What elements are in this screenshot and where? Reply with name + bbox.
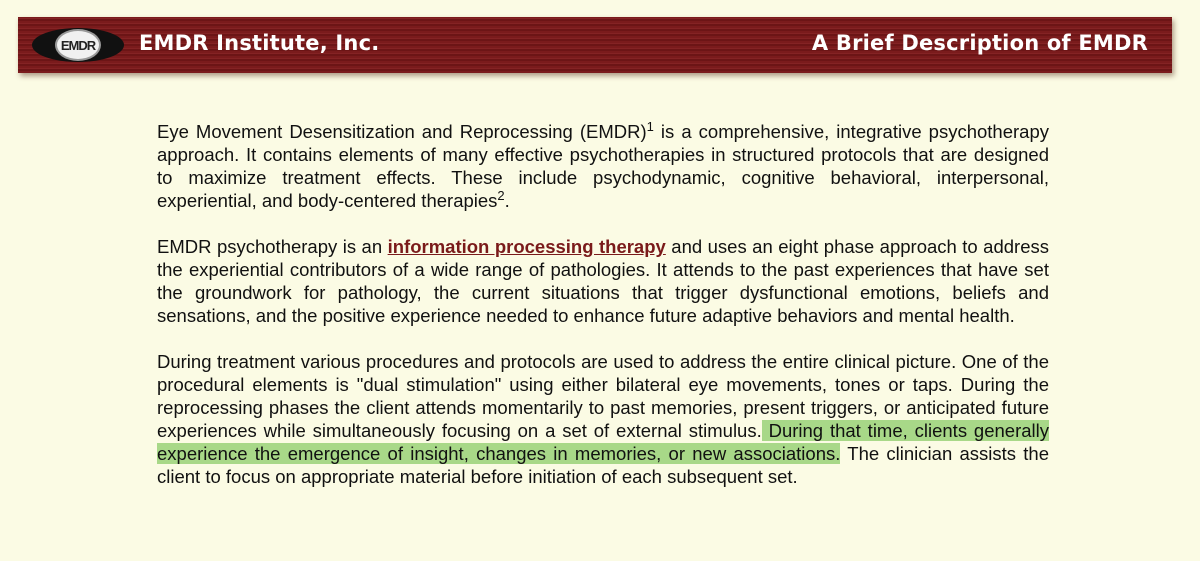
logo-text: EMDR [55,29,101,61]
paragraph-text: The clinician assists the client to focus on appropriate material before initiation of each subsequent set. [157,443,1049,487]
highlighted-text: During that time, clients generally experience the emergence of insight, changes in memories, or new associations. [157,420,1050,464]
paragraph-text: is a comprehensive, integrative psychotherapy approach. It contains elements of many effective psychotherapies in structured protocols that are designed to maximize treatment effects. These include psychodynamic, cognitive behavioral, interpersonal, experiential, and body-centered therapies [157,121,1049,211]
footnote-ref-2[interactable]: 2 [497,188,505,203]
page-heading: A Brief Description of EMDR [811,31,1148,55]
information-processing-link[interactable]: information processing therapy [387,236,666,257]
article-body [157,120,1049,511]
paragraph-text: and uses an eight phase approach to address the experiential contributors of a wide range of pathologies. It attends to the past experiences that have set the groundwork for pathology, the current situations that trigger dysfunctional emotions, beliefs and sensations, and the positive experience needed to enhance future adaptive behaviors and mental health. [157,236,1049,326]
paragraph-text: Eye Movement Desensitization and Reprocessing (EMDR) [157,121,647,142]
emdr-logo[interactable] [32,28,124,62]
footnote-ref-1[interactable]: 1 [646,119,654,134]
paragraph-text: EMDR psychotherapy is an [157,236,388,257]
org-name: EMDR Institute, Inc. [139,31,380,55]
paragraph-treatment [157,350,1049,488]
paragraph-approach [157,235,1049,327]
paragraph-intro [157,120,1049,212]
paragraph-text: During treatment various procedures and protocols are used to address the entire clinical picture. One of the procedural elements is "dual stimulation" using either bilateral eye movements, tones or taps. During the reprocessing phases the client attends momentarily to past memories, present triggers, or anticipated future experiences while simultaneously focusing on a set of external stimulus. [157,351,1049,441]
header-banner [18,17,1172,73]
paragraph-text: . [504,190,510,211]
